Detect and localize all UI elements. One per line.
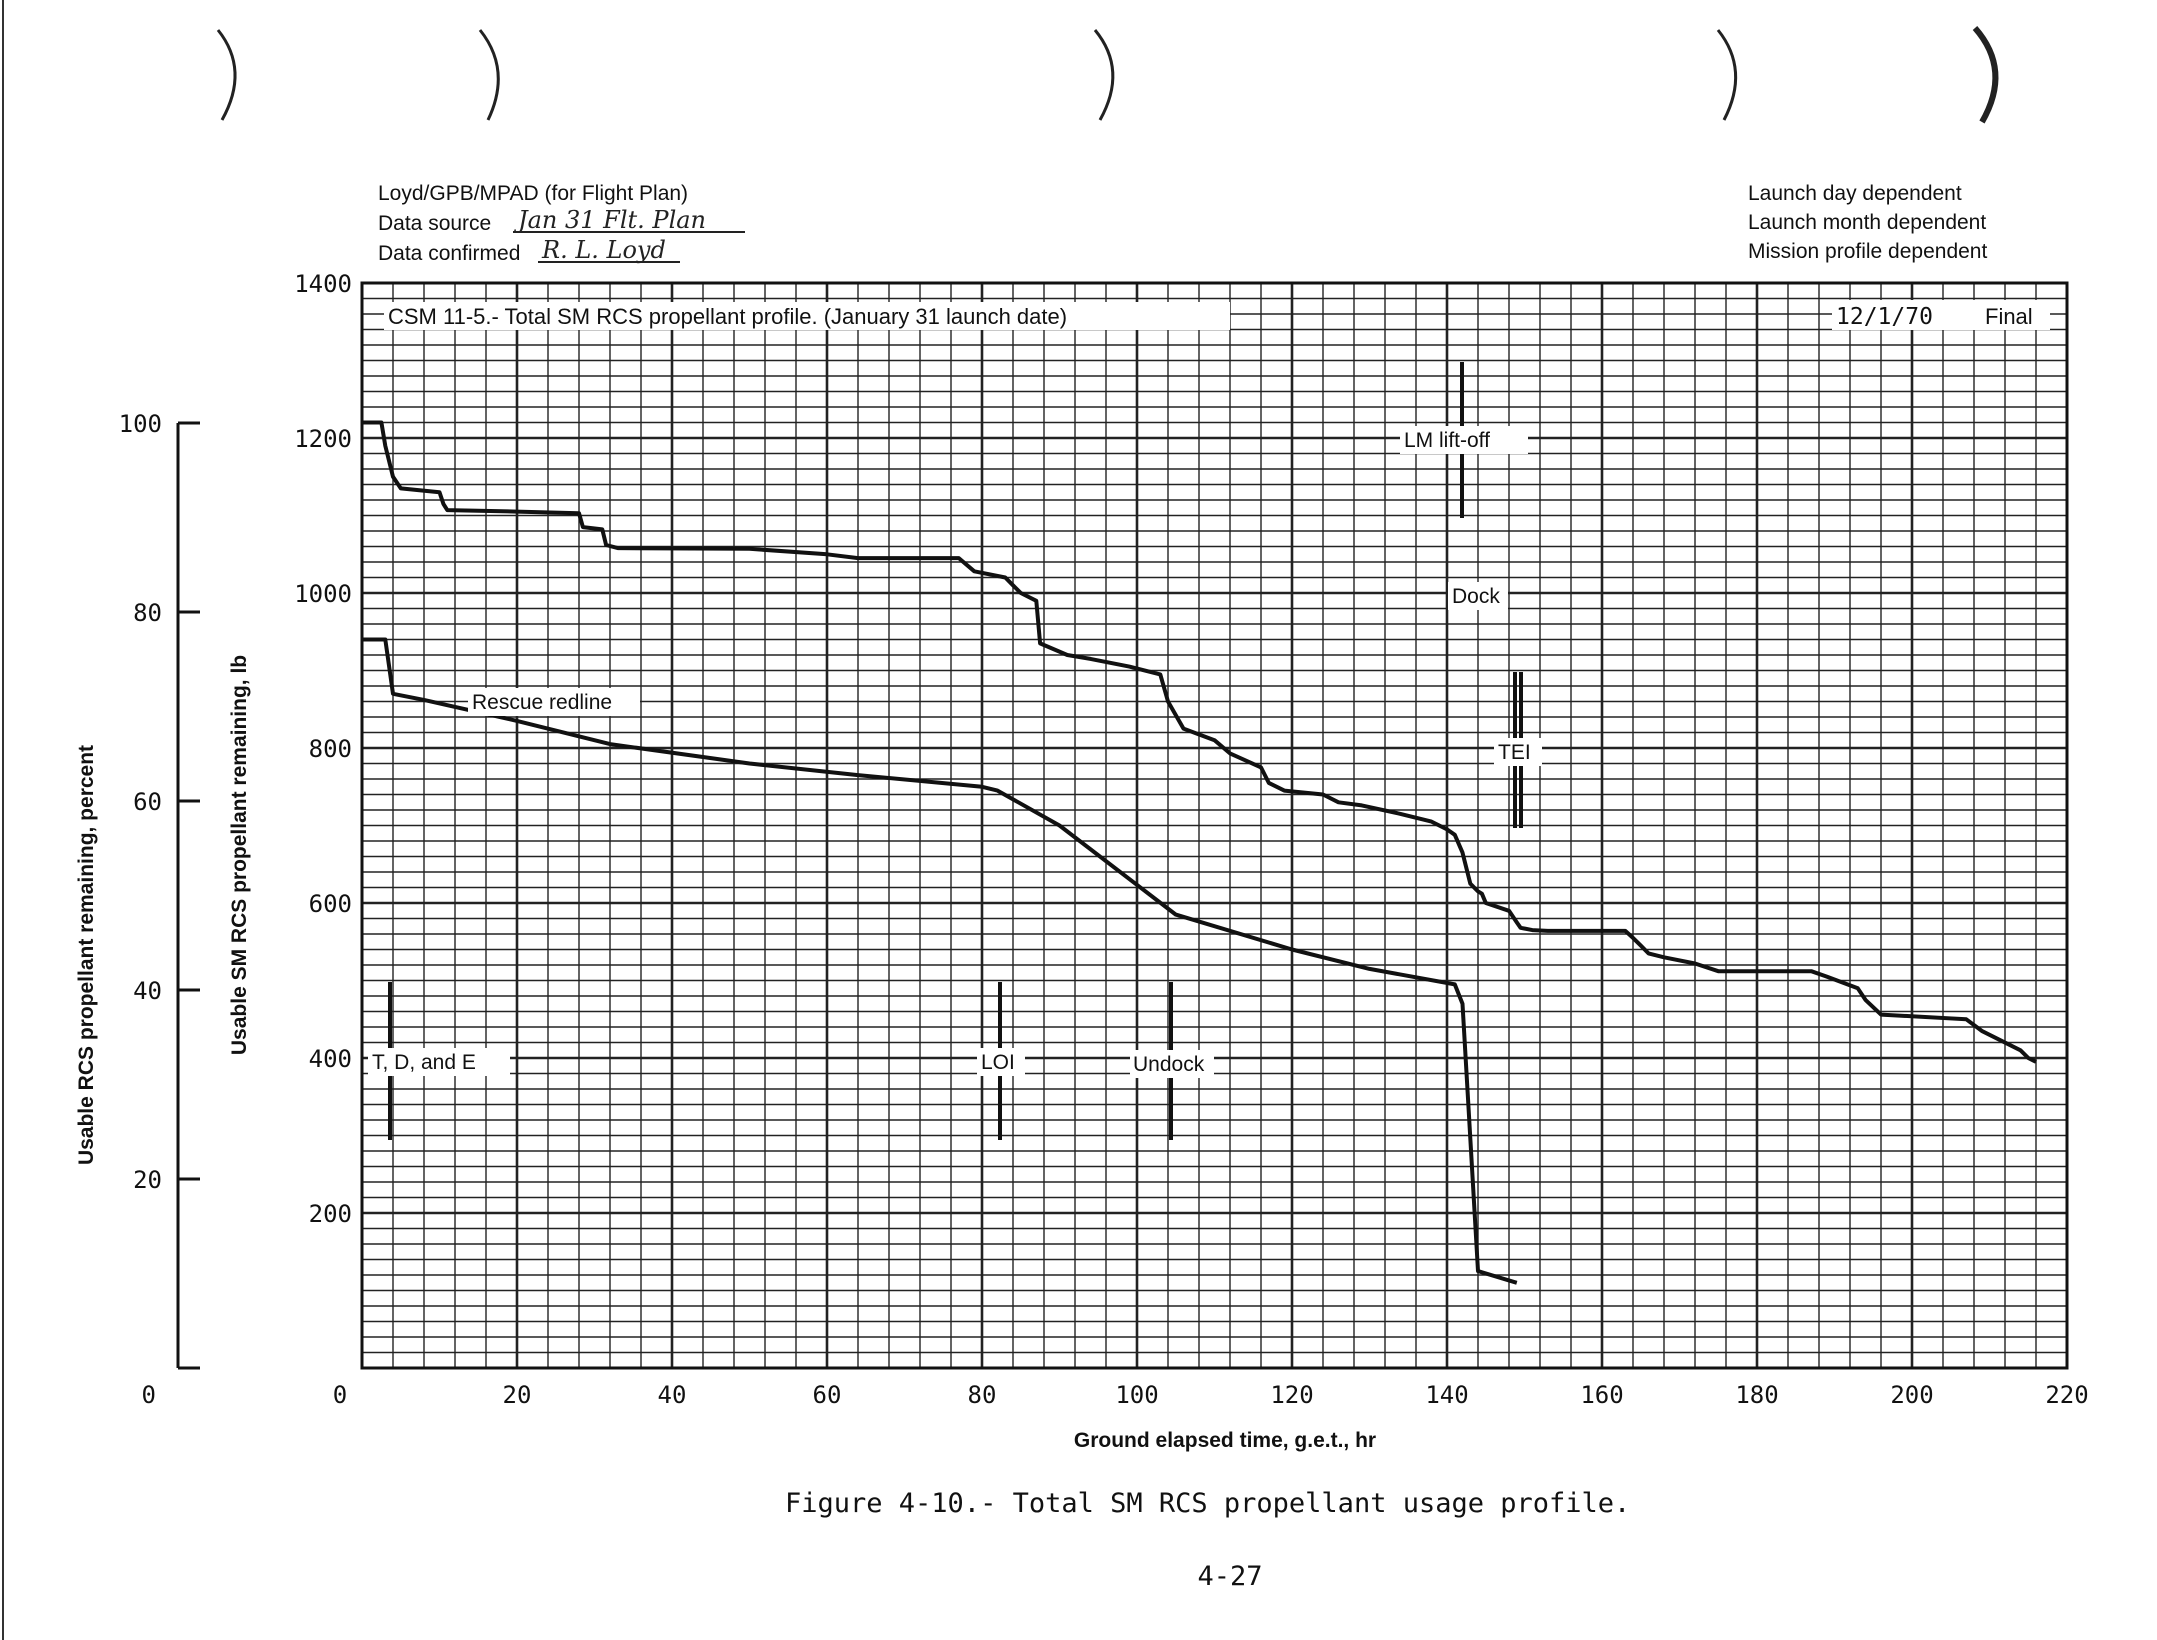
y-tick-label: 200 [308,1200,352,1228]
dependency-1: Launch day dependent [1748,182,1962,205]
data-confirmed-handwriting: R. L. Loyd [542,236,666,264]
percent-tick-label: 80 [133,599,162,627]
binder-mark-4 [1718,30,1736,120]
percent-tick-labels [119,410,200,1409]
x-tick-label: 40 [657,1381,687,1409]
dependency-2: Launch month dependent [1748,211,1987,234]
y-tick-label: 1200 [294,425,352,453]
binder-mark-5 [1975,28,1995,122]
percent-axis-title: Usable RCS propellant remaining, percent [75,744,98,1166]
binder-mark-3 [1095,30,1113,120]
binder-mark-1 [218,30,235,120]
event-markers [390,362,1521,1140]
y-tick-label: 1000 [294,580,352,608]
percent-tick-label: 60 [133,788,162,816]
percent-tick-label: 20 [133,1166,162,1194]
dependency-3: Mission profile dependent [1748,240,1988,263]
date-note: 12/1/70 [1836,304,1933,330]
annotation-tde: T, D, and E [372,1051,476,1074]
x-tick-label: 180 [1735,1381,1779,1409]
x-tick-label: 0 [332,1381,348,1409]
binder-marks [218,28,1995,122]
percent-tick-label: 100 [118,410,162,438]
binder-mark-2 [480,30,498,120]
y-tick-labels [294,270,352,1228]
status-note: Final [1985,304,2033,329]
x-tick-label: 120 [1270,1381,1314,1409]
author-line: Loyd/GPB/MPAD (for Flight Plan) [378,182,689,205]
annotation-lm-liftoff: LM lift-off [1404,429,1490,452]
x-tick-label: 80 [967,1381,997,1409]
data-source-label: Data source [378,212,492,235]
y-tick-label: 400 [308,1045,352,1073]
annotation-tei: TEI [1498,741,1531,764]
y-tick-label: 600 [308,890,352,918]
x-tick-label: 200 [1890,1381,1934,1409]
figure-caption: Figure 4-10.- Total SM RCS propellant usage profile. [785,1488,1631,1519]
x-tick-label: 20 [502,1381,532,1409]
data-confirmed-label: Data confirmed [378,242,521,265]
y-tick-label: 800 [308,735,352,763]
percent-tick-label: 40 [133,977,162,1005]
grid [362,283,2067,1368]
annotation-undock: Undock [1133,1053,1205,1076]
annotation-rescue-redline: Rescue redline [472,691,613,714]
page-number: 4-27 [1197,1561,1263,1592]
x-tick-label: 160 [1580,1381,1624,1409]
chart-title: CSM 11-5.- Total SM RCS propellant profile. (January 31 launch date) [388,304,1068,329]
x-tick-labels [333,1381,2089,1409]
annotation-dock: Dock [1452,585,1500,608]
x-tick-label: 100 [1115,1381,1159,1409]
x-tick-label: 60 [812,1381,842,1409]
data-source-handwriting: Jan 31 Flt. Plan [518,206,707,234]
x-tick-label: 220 [2045,1381,2089,1409]
y-axis-title: Usable SM RCS propellant remaining, lb [228,654,251,1056]
x-tick-label: 140 [1425,1381,1469,1409]
annotation-loi: LOI [981,1051,1015,1074]
y-tick-label: 1400 [294,270,352,298]
x-axis-title: Ground elapsed time, g.e.t., hr [1073,1429,1377,1452]
series-line-rescue-redline [362,640,1517,1283]
percent-tick-label: 0 [141,1381,156,1409]
